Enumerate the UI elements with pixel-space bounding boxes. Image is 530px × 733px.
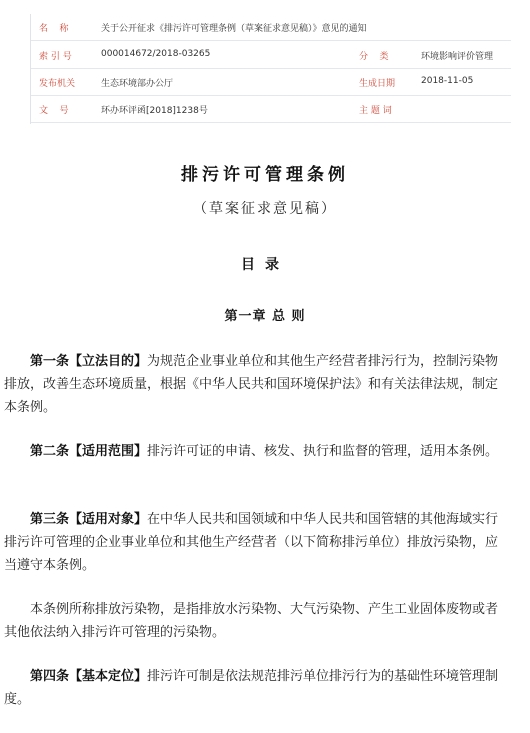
meta-value-date: 2018-11-05 — [421, 76, 474, 86]
article-text: 在中华人民共和国领域和中华人民共和国管辖的其他海域实行排污许可管理的企业事业单位和其他生产经营者（以下简称排污单位）排放污染物，应当遵守本条例。 — [4, 512, 499, 573]
chapter-heading: 第一章 总 则 — [224, 309, 306, 324]
article-paragraph — [4, 598, 510, 644]
article-text: 排污许可制是依法规范排污单位排污行为的基础性环境管理制度。 — [4, 669, 499, 707]
article-text: 本条例所称排放污染物，是指排放水污染物、大气污染物、产生工业固体废物或者其他依法纳入排污许可管理的污染物。 — [4, 602, 499, 640]
document-title: 排污许可管理条例 — [181, 165, 349, 185]
meta-row-issuer — [31, 69, 511, 96]
article-lead: 第一条【立法目的】 — [30, 354, 148, 369]
article-paragraph — [4, 350, 510, 419]
document-subtitle: （草案征求意见稿） — [193, 201, 337, 217]
meta-label-issuer: 发布机关 — [39, 79, 76, 89]
meta-row-docno — [31, 96, 511, 123]
document-metadata-table — [30, 14, 511, 124]
article-paragraph — [4, 665, 510, 711]
article-paragraph — [4, 508, 510, 577]
meta-label-index: 索 引 号 — [39, 52, 72, 62]
meta-row-index — [31, 42, 511, 69]
meta-value-index: 000014672/2018-03265 — [101, 49, 211, 59]
meta-label-date: 生成日期 — [359, 79, 396, 89]
meta-value-name: 关于公开征求《排污许可管理条例（草案征求意见稿）》意见的通知 — [101, 24, 367, 34]
article-lead: 第三条【适用对象】 — [30, 512, 148, 527]
meta-value-issuer: 生态环境部办公厅 — [101, 79, 174, 89]
meta-value-docno: 环办环评函[2018]1238号 — [101, 106, 208, 116]
meta-label-docno: 文 号 — [39, 106, 69, 116]
article-text: 排污许可证的申请、核发、执行和监督的管理，适用本条例。 — [147, 444, 499, 459]
meta-row-name — [31, 14, 511, 41]
article-paragraph — [4, 440, 510, 463]
meta-value-category: 环境影响评价管理 — [421, 52, 494, 62]
meta-label-keywords: 主 题 词 — [359, 106, 392, 116]
article-lead: 第四条【基本定位】 — [30, 669, 148, 684]
meta-label-category: 分 类 — [359, 52, 389, 62]
toc-heading: 目录 — [241, 257, 289, 273]
meta-label-name: 名 称 — [39, 24, 69, 34]
article-text: 为规范企业事业单位和其他生产经营者排污行为，控制污染物排放，改善生态环境质量，根据《中华人民共和国环境保护法》和有关法律法规，制定本条例。 — [4, 354, 499, 415]
article-lead: 第二条【适用范围】 — [30, 444, 148, 459]
